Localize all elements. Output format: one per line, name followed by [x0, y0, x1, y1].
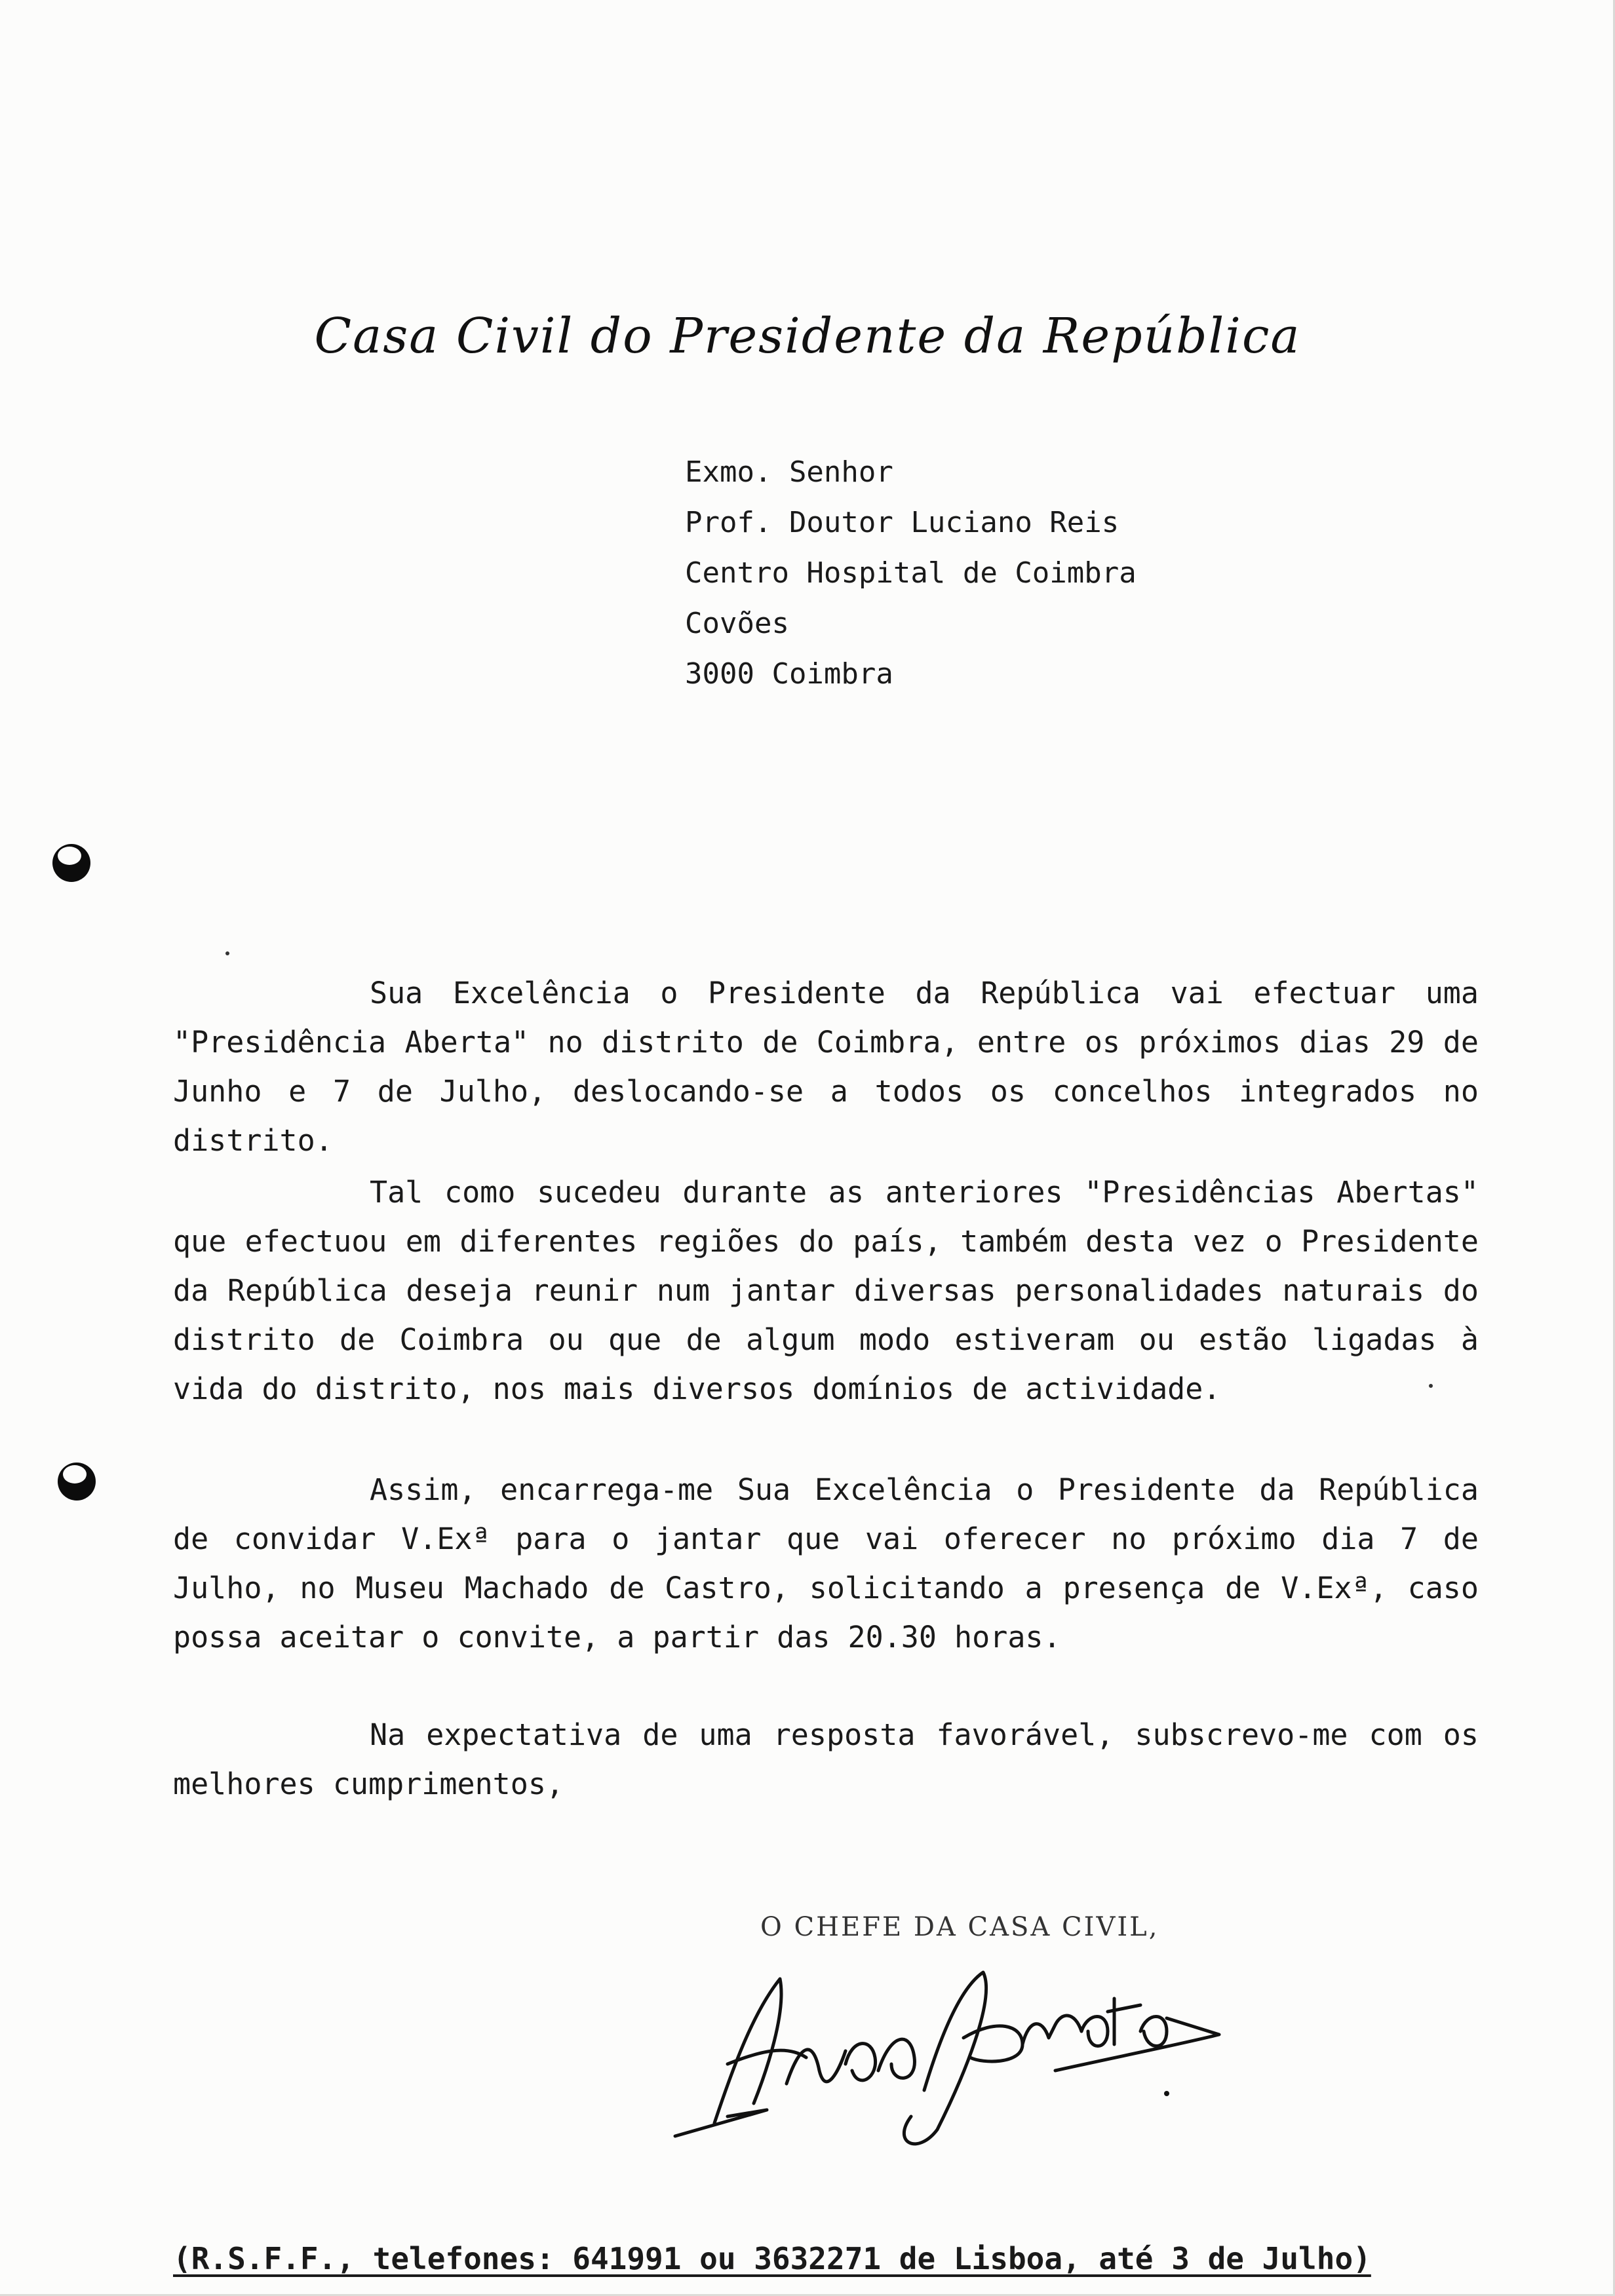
recipient-institution: Centro Hospital de Coimbra — [685, 556, 1137, 590]
footer-rsvp-note: (R.S.F.F., telefones: 641991 ou 3632271 de Lisboa, até 3 de Julho) — [173, 2241, 1371, 2276]
handwritten-signature — [655, 1959, 1232, 2156]
punch-hole — [52, 844, 90, 882]
recipient-postal-city: 3000 Coimbra — [685, 657, 893, 691]
body-paragraph-3: Assim, encarrega-me Sua Excelência o Presidente da República de convidar V.Exª para o jantar que vai oferecer no próximo dia 7 de Julho, no Museu Machado de Castro, solicitando a presença de V.Exª, caso possa aceitar o convite, a partir das 20.30 horas. — [173, 1472, 1479, 1655]
body-paragraph-1: Sua Excelência o Presidente da República vai efectuar uma "Presidência Aberta" no distrito de Coimbra, entre os próximos dias 29 de Junho e 7 de Julho, deslocando-se a todos os concelhos integrados no distrito. — [173, 976, 1479, 1158]
body-paragraph-2: Tal como sucedeu durante as anteriores "Presidências Abertas" que efectuou em diferentes regiões do país, também desta vez o Presidente da República deseja reunir num jantar diversas personalidades naturais do distrito de Coimbra ou que de algum modo estiveram ou estão ligadas à vida do distrito, nos mais diversos domínios de actividade. — [173, 1175, 1479, 1406]
recipient-salutation: Exmo. Senhor — [685, 455, 893, 489]
body-paragraph-4: Na expectativa de uma resposta favorável, subscrevo-me com os melhores cumprimentos, — [173, 1717, 1479, 1801]
closing-title: O CHEFE DA CASA CIVIL, — [760, 1912, 1159, 1942]
recipient-name: Prof. Doutor Luciano Reis — [685, 506, 1119, 539]
letterhead: Casa Civil do Presidente da República — [314, 308, 1301, 364]
punch-hole — [58, 1463, 96, 1501]
paper-speck — [225, 951, 229, 955]
recipient-locality: Covões — [685, 607, 789, 640]
recipient-address — [685, 447, 1137, 699]
